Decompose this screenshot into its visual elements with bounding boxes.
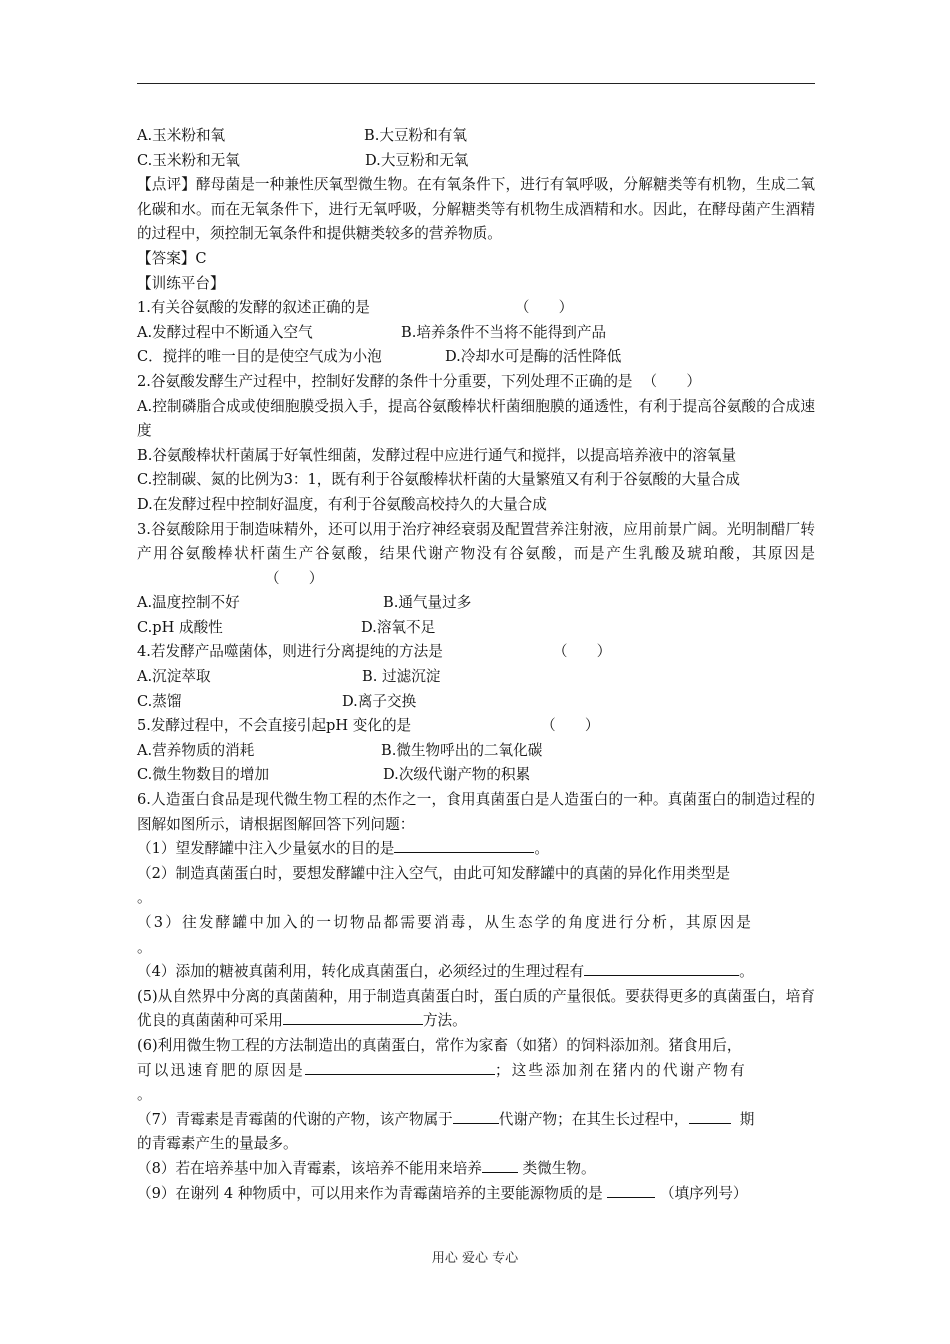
option-a: A.玉米粉和氧 [137, 127, 226, 144]
q4-option-d: D.离子交换 [342, 692, 417, 710]
comment-paragraph: 【点评】酵母菌是一种兼性厌氧型微生物。在有氧条件下，进行有氧呼吸，分解糖类等有机物，生成二氧化碳和水。而在无氧条件下，进行无氧呼吸，分解糖类等有机物生成酒精和水。因此，在酵母菌产生酒精的过程中，须控制无氧条件和提供糖类较多的营养物质。 [137, 176, 815, 243]
q5-options-row-2 [137, 763, 815, 788]
q6-sub-2-end: 。 [137, 889, 152, 907]
q1-option-a: A.发酵过程中不断通入空气 [137, 323, 313, 341]
section-title: 【训练平台】 [137, 274, 225, 292]
q4-stem: 4.若发酵产品噬菌体，则进行分离提纯的方法是 （ ） [137, 640, 815, 665]
q6-sub-6-line-2: 可以迅速育肥的原因是 ；这些添加剂在猪内的代谢产物有 [137, 1061, 747, 1079]
q6-sub-7-line-2: 的青霉素产生的量最多。 [137, 1135, 298, 1153]
q3-stem: 3.谷氨酸除用于制造味精外，还可以用于治疗神经衰弱及配置营养注射液，应用前景广阔。光明制醋厂转产用谷氨酸棒状杆菌生产谷氨酸，结果代谢产物没有谷氨酸，而是产生乳酸及琥珀酸，其原因是（ ） [137, 518, 815, 592]
options-row-1 [137, 124, 815, 149]
q6-sub-9: （9）在谢列 4 种物质中，可以用来作为青霉菌培养的主要能源物质的是 （填序列号） [137, 1184, 748, 1202]
q1-stem: 1.有关谷氨酸的发酵的叙述正确的是 （ ） [137, 296, 815, 321]
answer-blank[interactable] [283, 1010, 423, 1025]
q4-option-c: C.蒸馏 [137, 692, 182, 710]
q1-options-row-1 [137, 321, 815, 346]
q6-sub-1: （1）望发酵罐中注入少量氨水的目的是 。 [137, 840, 549, 858]
q5-option-c: C.微生物数目的增加 [137, 766, 270, 784]
q6-sub-3: （3）往发酵罐中加入的一切物品都需要消毒，从生态学的角度进行分析，其原因是 [137, 914, 754, 931]
q4-option-b: B. 过滤沉淀 [362, 668, 441, 686]
page-footer: 用心 爱心 专心 [431, 1251, 519, 1266]
q4-options-row-2 [137, 690, 815, 715]
q3-paren: （ ） [265, 569, 324, 587]
q3-options-row-1 [137, 591, 815, 616]
q3-options-row-2 [137, 616, 815, 641]
q1-options-row-2 [137, 345, 815, 370]
q3-option-b: B.通气量过多 [383, 594, 472, 612]
answer-blank[interactable] [305, 1060, 495, 1075]
q6-sub-6: (6)利用微生物工程的方法制造出的真菌蛋白，常作为家畜（如猪）的饲料添加剂。猪食用后， [137, 1036, 742, 1054]
q1-option-c: C．搅拌的唯一目的是使空气成为小泡 [137, 348, 382, 366]
q5-stem: 5.发酵过程中，不会直接引起pH 变化的是 （ ） [137, 714, 815, 739]
q3-option-d: D.溶氧不足 [361, 618, 436, 636]
answer-blank[interactable] [689, 1109, 731, 1124]
q2-paren: （ ） [642, 372, 701, 390]
q6-sub-6-end: 。 [137, 1086, 152, 1104]
q2-option-b: B.谷氨酸棒状杆菌属于好氧性细菌，发酵过程中应进行通气和搅拌，以提高培养液中的溶氧量 [137, 446, 737, 464]
answer-blank[interactable] [394, 838, 534, 853]
q3-option-c: C.pH 成酸性 [137, 618, 223, 636]
q6-sub-5: (5)从自然界中分离的真菌菌种，用于制造真菌蛋白时，蛋白质的产量很低。要获得更多的真菌蛋白，培育优良的真菌菌种可采用 方法。 [137, 987, 815, 1030]
q6-sub-8: （8）若在培养基中加入青霉素，该培养不能用来培养 类微生物。 [137, 1159, 596, 1177]
q5-paren: （ ） [541, 717, 600, 735]
q4-options-row-1 [137, 665, 815, 690]
q4-paren: （ ） [552, 643, 612, 661]
q5-option-a: A.营养物质的消耗 [137, 741, 255, 759]
q2-option-c: C.控制碳、氮的比例为3：1，既有利于谷氨酸棒状杆菌的大量繁殖又有利于谷氨酸的大量合成 [137, 471, 741, 489]
answer-blank[interactable] [607, 1183, 655, 1198]
answer-line: 【答案】C [137, 249, 207, 267]
q2-option-d: D.在发酵过程中控制好温度，有利于谷氨酸高校持久的大量合成 [137, 495, 547, 513]
answer-blank[interactable] [584, 961, 739, 976]
answer-blank[interactable] [453, 1109, 499, 1124]
q3-option-a: A.温度控制不好 [137, 594, 240, 612]
q2-stem: 2.谷氨酸发酵生产过程中，控制好发酵的条件十分重要，下列处理不正确的是 （ ） [137, 370, 815, 395]
q6-sub-4: （4）添加的糖被真菌利用，转化成真菌蛋白，必须经过的生理过程有 。 [137, 963, 754, 981]
q1-option-d: D.冷却水可是酶的活性降低 [445, 348, 622, 366]
q6-stem: 6.人造蛋白食品是现代微生物工程的杰作之一，食用真菌蛋白是人造蛋白的一种。真菌蛋白的制造过程的图解如图所示，请根据图解回答下列问题： [137, 791, 815, 833]
q4-option-a: A.沉淀萃取 [137, 668, 211, 686]
q1-option-b: B.培养条件不当将不能得到产品 [401, 323, 607, 341]
option-d: D.大豆粉和无氧 [365, 151, 469, 169]
q5-option-b: B.微生物呼出的二氧化碳 [381, 741, 543, 759]
q2-option-a: A.控制磷脂合成或使细胞膜受损入手，提高谷氨酸棒状杆菌细胞膜的通透性，有利于提高谷氨酸的合成速度 [137, 397, 815, 440]
q5-option-d: D.次级代谢产物的积累 [383, 766, 531, 784]
answer-blank[interactable] [482, 1158, 518, 1173]
q6-sub-3-end: 。 [137, 938, 152, 956]
q5-options-row-1 [137, 739, 815, 764]
header-rule [137, 83, 815, 84]
document-body [137, 124, 815, 1206]
options-row-2 [137, 149, 815, 174]
option-b: B.大豆粉和有氧 [364, 127, 467, 144]
q1-paren: （ ） [514, 299, 574, 317]
q6-sub-7: （7）青霉素是青霉菌的代谢的产物，该产物属于 代谢产物；在其生长过程中， 期 [137, 1110, 755, 1128]
q6-sub-2: （2）制造真菌蛋白时，要想发酵罐中注入空气，由此可知发酵罐中的真菌的异化作用类型是 [137, 864, 731, 882]
option-c: C.玉米粉和无氧 [137, 151, 240, 169]
